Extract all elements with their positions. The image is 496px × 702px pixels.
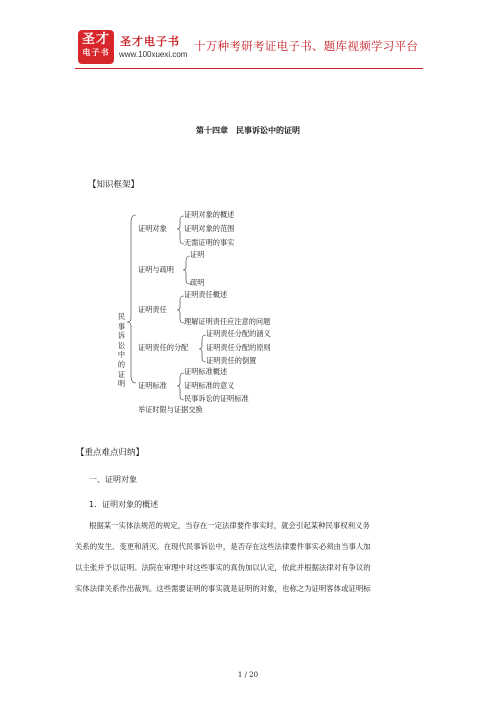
paragraph-line-2: 关系的发生、变更和消灭。在现代民事诉讼中，是否存在这些法律要件事实必须由当事人加 bbox=[75, 542, 371, 551]
branch-5-child-1: 证明标准概述 bbox=[184, 367, 228, 376]
chapter-title: 第十四章 民事诉讼中的证明 bbox=[196, 126, 300, 135]
framework-heading: 【知识框架】 bbox=[88, 180, 140, 190]
brace-branch-1 bbox=[177, 216, 184, 244]
paragraph-line-1: 根据某一实体法规范的规定，当存在一定法律要件事实时，就会引起某种民事权利义务 bbox=[89, 521, 370, 530]
mindmap-root: 民事诉讼中的证明 bbox=[117, 312, 126, 389]
branch-1-label: 证明对象 bbox=[138, 224, 167, 233]
branch-3-child-1: 证明责任概述 bbox=[184, 290, 228, 299]
brand-url[interactable]: www.100xuexi.com bbox=[119, 50, 188, 59]
branch-6-label: 举证时限与证据交换 bbox=[138, 405, 203, 414]
branch-1-child-1: 证明对象的概述 bbox=[184, 210, 235, 219]
branch-5-child-3: 民事诉讼的证明标准 bbox=[184, 394, 249, 403]
brace-branch-3 bbox=[177, 296, 184, 323]
brace-branch-5 bbox=[177, 373, 184, 400]
branch-4-child-3: 证明责任的倒置 bbox=[206, 356, 257, 365]
key-points-heading: 【重点难点归纳】 bbox=[76, 448, 145, 458]
brand-name: 圣才电子书 bbox=[120, 35, 180, 48]
branch-4-label: 证明责任的分配 bbox=[138, 343, 189, 352]
branch-4-child-2: 证明责任分配的原则 bbox=[206, 343, 271, 352]
page-number: 1 / 20 bbox=[237, 671, 259, 679]
section-heading: 一、证明对象 bbox=[89, 475, 137, 484]
root-brace bbox=[127, 215, 136, 383]
paragraph-line-4: 实体法律关系作出裁判。这些需要证明的事实就是证明的对象，也称之为证明客体或证明标 bbox=[75, 584, 371, 593]
branch-3-child-2: 理解证明责任应注意的问题 bbox=[184, 317, 271, 326]
logo-line2: 电子书 bbox=[82, 48, 110, 57]
branch-2-label: 证明与疏明 bbox=[138, 265, 174, 274]
branch-2-child-2: 疏明 bbox=[190, 278, 205, 287]
branch-1-child-2: 证明对象的范围 bbox=[184, 224, 235, 233]
brace-branch-4 bbox=[199, 335, 206, 362]
branch-1-child-3: 无需证明的事实 bbox=[184, 238, 235, 247]
branch-5-child-2: 证明标准的意义 bbox=[184, 381, 235, 390]
branch-4-child-1: 证明责任分配的涵义 bbox=[206, 329, 271, 338]
brace-branch-2 bbox=[183, 256, 190, 284]
header-slogan: 十万种考研考证电子书、题库视频学习平台 bbox=[194, 39, 419, 53]
subsection-heading: 1．证明对象的概述 bbox=[89, 500, 159, 509]
branch-2-child-1: 证明 bbox=[190, 250, 205, 259]
branch-5-label: 证明标准 bbox=[138, 381, 167, 390]
branch-3-label: 证明责任 bbox=[138, 305, 167, 314]
paragraph-line-3: 以主张并予以证明。法院在审理中对这些事实的真伪加以认定，依此并根据法律对有争议的 bbox=[75, 563, 371, 572]
logo-line1: 圣才 bbox=[81, 32, 110, 47]
